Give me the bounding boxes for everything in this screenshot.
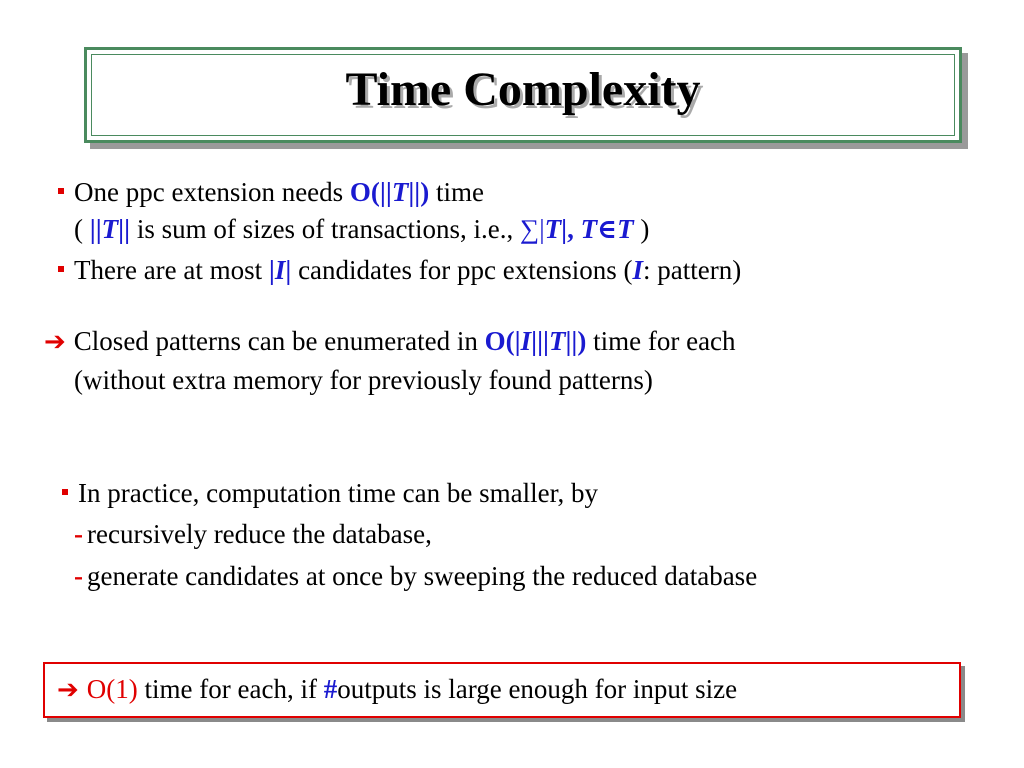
arrow-line-closed-patterns: ➔ Closed patterns can be enumerated in O(|I|||T||) time for each [44, 326, 736, 357]
bullet-line-in-practice: In practice, computation time can be smaller, by [62, 477, 598, 509]
bullet-icon [58, 188, 64, 194]
line-without-extra-memory: (without extra memory for previously found patterns) [74, 365, 653, 395]
dash-marker: - [74, 519, 83, 549]
bottom-highlight-box [43, 662, 961, 718]
line-sum-of-sizes: ( ||T|| is sum of sizes of transactions, i.e., ∑|T|, T∈T ) [74, 214, 650, 244]
dash-marker: - [74, 561, 83, 591]
bullet-icon [62, 489, 68, 495]
slide-title: Time Complexity [345, 63, 701, 116]
dash-line-recursively-reduce: - recursively reduce the database, [74, 519, 432, 549]
arrow-right-icon: ➔ [57, 675, 79, 705]
dash-line-generate-candidates: - generate candidates at once by sweeping the reduced database [74, 561, 758, 591]
bullet-line-candidates: There are at most |I| candidates for ppc extensions (I: pattern) [58, 254, 741, 286]
bullet-line-ppc-extension: One ppc extension needs O(||T||) time [58, 176, 484, 208]
title-box [84, 47, 962, 143]
bottom-statement: ➔ O(1) time for each, if #outputs is large enough for input size [57, 674, 738, 705]
arrow-right-icon: ➔ [44, 327, 66, 357]
bullet-icon [58, 266, 64, 272]
